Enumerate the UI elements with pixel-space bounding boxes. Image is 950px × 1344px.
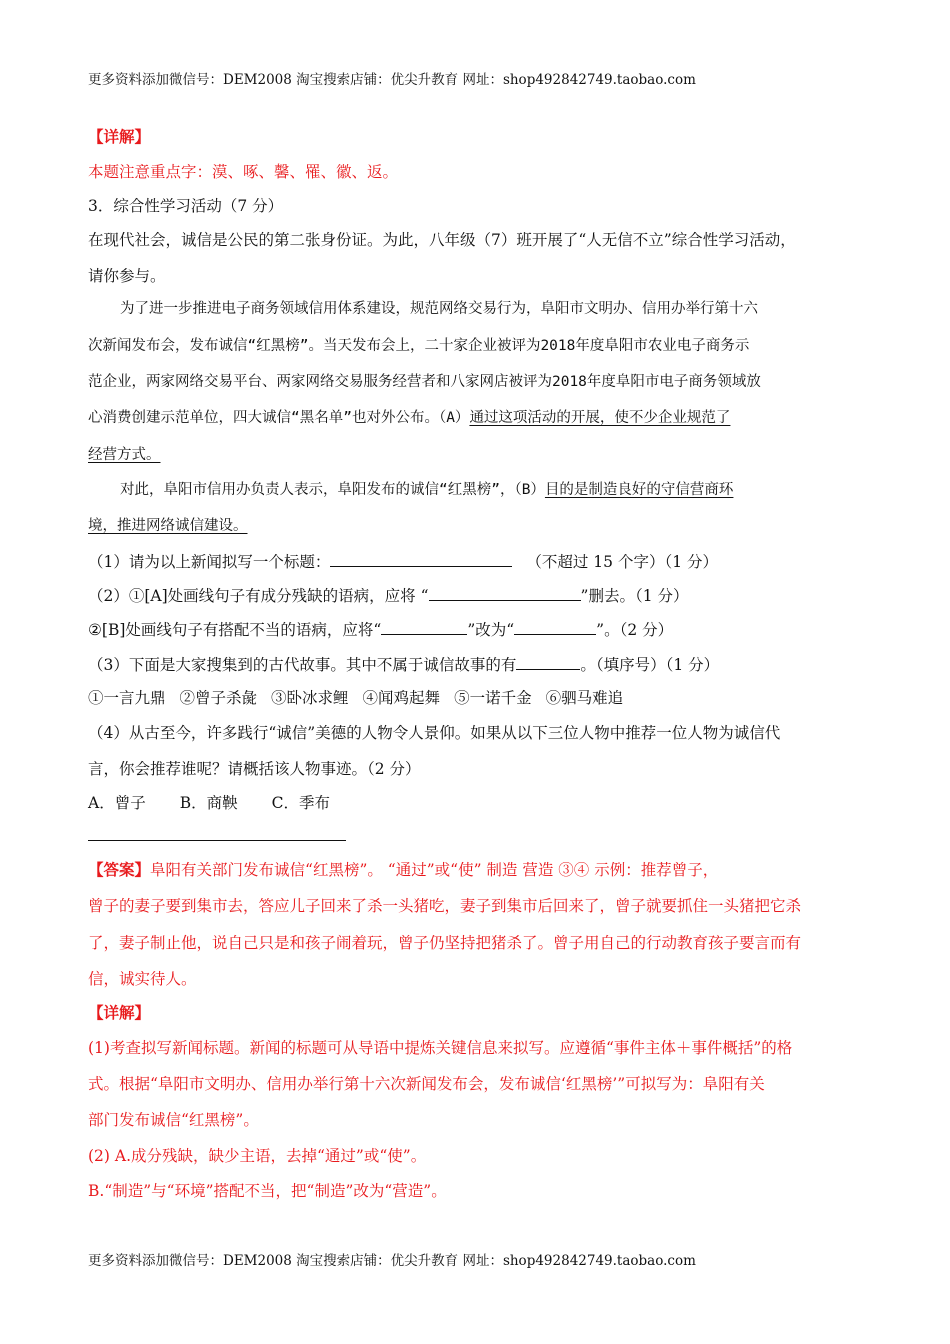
answer-blank-2a[interactable]: [429, 585, 581, 601]
sub-question-3-end: 。（填序号）（1 分）: [580, 656, 720, 674]
news-para-1-line-5: [88, 445, 161, 465]
news-para-1-line-4: [88, 408, 730, 428]
story-option: ④闻鸡起舞: [362, 689, 441, 707]
sub-question-2a-text: （2）①[A]处画线句子有成分残缺的语病，应将 “: [88, 587, 429, 605]
sub-question-2a: [88, 585, 688, 606]
sub-question-2b: [88, 619, 673, 640]
story-option: ①一言九鼎: [88, 689, 166, 707]
answer-blank-2b-1[interactable]: [381, 619, 467, 635]
explain-1-line-2: 式。根据“阜阳市文明办、信用办举行第十六次新闻发布会，发布诚信‘红黑榜’”可拟写为：阜阳有关: [88, 1075, 765, 1093]
sub-question-2a-end: ”删去。（1 分）: [580, 587, 689, 605]
sub-question-4-line-2: 言，你会推荐谁呢？请概括该人物事迹。（2 分）: [88, 760, 421, 778]
news-para-1-line-4-text: 心消费创建示范单位，四大诚信“黑名单”也对外公布。（A）: [88, 410, 470, 426]
answer-line-2: 曾子的妻子要到集市去，答应儿子回来了杀一头猪吃，妻子到集市后回来了，曾子就要抓住一头猪把它杀: [88, 897, 802, 915]
answer-line-1: [88, 860, 718, 880]
page-header: 更多资料添加微信号：DEM2008 淘宝搜索店铺：优尖升教育 网址：shop492842749.taobao.com: [88, 72, 696, 88]
explain-1-line-1: (1)考查拟写新闻标题。新闻的标题可从导语中提炼关键信息来拟写。应遵循“事件主体＋事件概括”的格: [88, 1039, 793, 1057]
sub-question-3-text: （3）下面是大家搜集到的古代故事。其中不属于诚信故事的有: [88, 656, 517, 674]
explain-2-line-2: B.“制造”与“环境”搭配不当，把“制造”改为“营造”。: [88, 1182, 447, 1200]
sub-question-4-line-1: （4）从古至今，许多践行“诚信”美德的人物令人景仰。如果从以下三位人物中推荐一位人物为诚信代: [88, 724, 781, 742]
answer-text-1: 阜阳有关部门发布诚信“红黑榜”。 “通过”或“使” 制造 营造 ③④ 示例：推荐曾子，: [150, 861, 719, 879]
underlined-sentence-b-part-1: 目的是制造良好的守信营商环: [544, 482, 734, 498]
answer-line-4: 信，诚实待人。: [88, 970, 197, 988]
news-para-2-line-1-text: 对此，阜阳市信用办负责人表示，阜阳发布的诚信“红黑榜”，（B）: [120, 482, 545, 498]
answer-line[interactable]: [88, 840, 346, 841]
underlined-sentence-a-part-2: 经营方式。: [88, 447, 161, 463]
underlined-sentence-b-part-2: 境，推进网络诚信建设。: [88, 518, 248, 534]
key-words-note: 本题注意重点字：漠、啄、馨、罹、徽、返。: [88, 163, 399, 181]
news-para-2-line-2: [88, 516, 248, 536]
sub-question-2b-middle: ”改为“: [467, 621, 515, 639]
question-title: 3．综合性学习活动（7 分）: [88, 197, 284, 215]
sub-question-2b-end: ”。（2 分）: [596, 621, 674, 639]
detail-tag: 【详解】: [88, 127, 151, 146]
explain-2-line-1: (2) A.成分残缺，缺少主语，去掉“通过”或“使”。: [88, 1147, 427, 1165]
explain-tag: 【详解】: [88, 1003, 151, 1022]
story-option: ③卧冰求鲤: [271, 689, 349, 707]
answer-blank-1[interactable]: [330, 551, 512, 567]
explain-1-line-3: 部门发布诚信“红黑榜”。: [88, 1111, 259, 1129]
story-options: [88, 688, 623, 708]
answer-tag: 【答案】: [88, 860, 151, 879]
news-para-2-line-1: [120, 480, 733, 500]
story-option: ②曾子杀彘: [179, 689, 258, 707]
sub-question-1-note: （不超过 15 个字）（1 分）: [526, 553, 718, 571]
intro-line-1: 在现代社会，诚信是公民的第二张身份证。为此，八年级（7）班开展了“人无信不立”综合性学习活动，: [88, 231, 796, 249]
person-choices: [88, 793, 330, 813]
answer-line-3: 了，妻子制止他，说自己只是和孩子闹着玩，曾子仍坚持把猪杀了。曾子用自己的行动教育孩子要言而有: [88, 934, 802, 952]
person-choice: B．商鞅: [179, 794, 238, 812]
underlined-sentence-a-part-1: 通过这项活动的开展，使不少企业规范了: [469, 410, 731, 426]
answer-blank-3[interactable]: [516, 654, 580, 670]
news-para-1-line-2: 次新闻发布会，发布诚信“红黑榜”。当天发布会上，二十家企业被评为2018年度阜阳市农业电子商务示: [88, 338, 750, 354]
sub-question-2b-text: ②[B]处画线句子有搭配不当的语病，应将“: [88, 621, 382, 639]
person-choice: C．季布: [271, 794, 330, 812]
sub-question-3: [88, 654, 719, 675]
news-para-1-line-1: 为了进一步推进电子商务领域信用体系建设，规范网络交易行为，阜阳市文明办、信用办举行第十六: [120, 301, 758, 317]
story-option: ⑥驷马难追: [545, 689, 624, 707]
story-option: ⑤一诺千金: [454, 689, 532, 707]
page-footer: 更多资料添加微信号：DEM2008 淘宝搜索店铺：优尖升教育 网址：shop492842749.taobao.com: [88, 1253, 696, 1269]
news-para-1-line-3: 范企业，两家网络交易平台、两家网络交易服务经营者和八家网店被评为2018年度阜阳市电子商务领域放: [88, 374, 761, 390]
sub-question-1-text: （1）请为以上新闻拟写一个标题：: [88, 553, 331, 571]
sub-question-1: [88, 551, 718, 572]
intro-line-2: 请你参与。: [88, 267, 166, 285]
person-choice: A．曾子: [88, 794, 146, 812]
answer-blank-2b-2[interactable]: [514, 619, 596, 635]
